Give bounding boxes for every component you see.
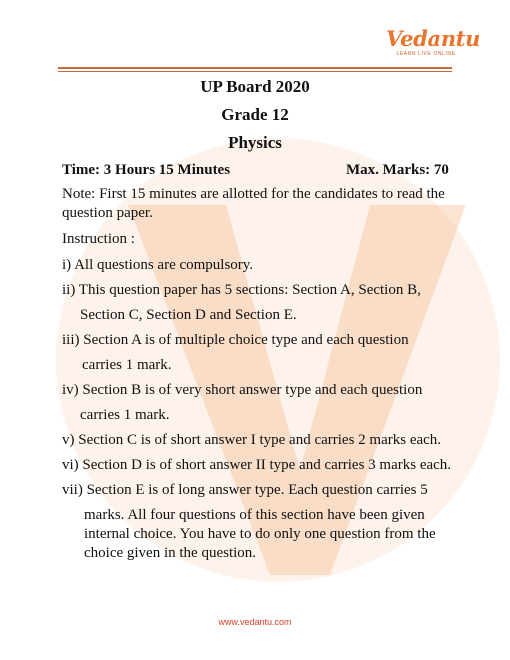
time-allowed: Time: 3 Hours 15 Minutes bbox=[62, 162, 231, 178]
header-divider-thick bbox=[58, 67, 452, 69]
instruction-item: i) All questions are compulsory. bbox=[62, 257, 254, 273]
instruction-item: vi) Section D is of short answer II type and carries 3 marks each. bbox=[62, 457, 452, 473]
note-line: Note: First 15 minutes are allotted for the candidates to read the bbox=[62, 186, 445, 202]
footer-website-link[interactable]: www.vedantu.com bbox=[218, 617, 292, 627]
instruction-continuation: internal choice. You have to do only one question from the bbox=[84, 526, 436, 542]
instruction-item: iv) Section B is of very short answer type and each question bbox=[62, 382, 423, 398]
instruction-heading: Instruction : bbox=[62, 231, 135, 247]
instruction-item: vii) Section E is of long answer type. Each question carries 5 bbox=[62, 482, 428, 498]
exam-board-title: UP Board 2020 bbox=[200, 77, 310, 96]
logo-tagline: LEARN LIVE ONLINE bbox=[396, 51, 456, 57]
header-divider-thin bbox=[58, 71, 452, 72]
subject-title: Physics bbox=[228, 133, 282, 152]
instruction-continuation: carries 1 mark. bbox=[82, 357, 172, 373]
instruction-continuation: marks. All four questions of this section have been given bbox=[84, 507, 425, 523]
note-line: question paper. bbox=[62, 205, 153, 221]
grade-title: Grade 12 bbox=[221, 105, 289, 124]
logo-wordmark: Vedantu bbox=[386, 26, 481, 51]
instruction-continuation: choice given in the question. bbox=[84, 545, 257, 561]
max-marks: Max. Marks: 70 bbox=[346, 162, 449, 178]
instruction-continuation: carries 1 mark. bbox=[80, 407, 170, 423]
instruction-item: v) Section C is of short answer I type and carries 2 marks each. bbox=[62, 432, 442, 448]
instruction-item: iii) Section A is of multiple choice type and each question bbox=[62, 332, 409, 348]
vedantu-logo bbox=[386, 26, 481, 57]
instruction-continuation: Section C, Section D and Section E. bbox=[80, 307, 297, 323]
instruction-item: ii) This question paper has 5 sections: Section A, Section B, bbox=[62, 282, 421, 298]
